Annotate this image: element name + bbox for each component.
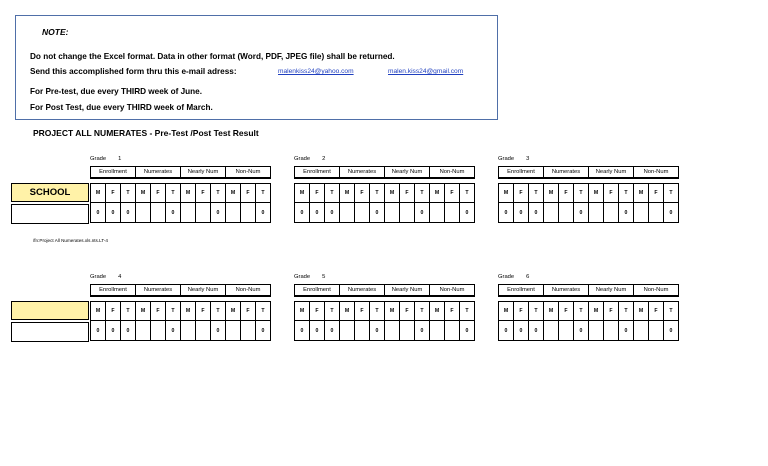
value-cell[interactable]: [355, 203, 370, 223]
gender-header: M: [544, 184, 559, 203]
category-header: Enrollment: [499, 167, 544, 179]
value-cell[interactable]: [136, 203, 151, 223]
gender-header: F: [241, 302, 256, 321]
grade-label: [294, 274, 325, 280]
value-cell[interactable]: 0: [91, 203, 106, 223]
value-cell[interactable]: [559, 203, 574, 223]
grade-label: [498, 156, 529, 162]
grade-number: 1: [118, 156, 122, 162]
gender-header: F: [355, 184, 370, 203]
grade-label: [294, 156, 325, 162]
gender-header: T: [415, 302, 430, 321]
value-cell[interactable]: [430, 321, 445, 341]
note-format-warning: Do not change the Excel format. Data in other format (Word, PDF, JPEG file) shall be returned.: [30, 52, 395, 61]
value-cell[interactable]: [241, 321, 256, 341]
category-header: Nearly Num: [181, 167, 226, 179]
gender-header: F: [151, 184, 166, 203]
value-cell[interactable]: [196, 203, 211, 223]
value-cell[interactable]: [136, 321, 151, 341]
value-cell[interactable]: [589, 203, 604, 223]
value-cell[interactable]: [649, 321, 664, 341]
value-cell[interactable]: [181, 203, 196, 223]
grade-label: [498, 274, 529, 280]
grade-table: [498, 166, 679, 223]
category-header: Non-Num: [430, 285, 475, 297]
value-cell[interactable]: 0: [664, 321, 679, 341]
gender-header: T: [415, 184, 430, 203]
value-cell[interactable]: [544, 321, 559, 341]
gender-header: F: [445, 302, 460, 321]
gender-header: F: [106, 184, 121, 203]
email-link-gmail[interactable]: malen.kiss24@gmail.com: [388, 68, 464, 75]
value-cell[interactable]: 0: [295, 321, 310, 341]
value-cell[interactable]: [559, 321, 574, 341]
category-header: Numerates: [136, 167, 181, 179]
gender-header: F: [310, 184, 325, 203]
grade-word: Grade: [294, 156, 311, 162]
gender-header: M: [295, 184, 310, 203]
value-cell[interactable]: 0: [415, 321, 430, 341]
gender-header: F: [559, 302, 574, 321]
value-cell[interactable]: 0: [325, 321, 340, 341]
category-header: Numerates: [544, 167, 589, 179]
value-cell[interactable]: 0: [166, 321, 181, 341]
value-cell[interactable]: [226, 321, 241, 341]
category-header: Nearly Num: [589, 285, 634, 297]
gender-header: F: [604, 302, 619, 321]
value-cell[interactable]: 0: [295, 203, 310, 223]
note-pretest-due: For Pre-test, due every THIRD week of June.: [30, 87, 202, 96]
value-cell[interactable]: [649, 203, 664, 223]
grade-label: [90, 156, 121, 162]
value-cell[interactable]: 0: [619, 321, 634, 341]
gender-header: T: [121, 184, 136, 203]
grade-word: Grade: [90, 156, 107, 162]
value-cell[interactable]: 0: [310, 203, 325, 223]
value-cell[interactable]: 0: [325, 203, 340, 223]
grade-number: 3: [526, 156, 530, 162]
gender-header: T: [460, 184, 475, 203]
gender-header: T: [121, 302, 136, 321]
gender-header: T: [325, 302, 340, 321]
email-link-yahoo[interactable]: malenkiss24@yahoo.com: [278, 68, 354, 75]
category-header: Enrollment: [499, 285, 544, 297]
grade-table: [294, 166, 475, 223]
category-header: Nearly Num: [385, 285, 430, 297]
grade-word: Grade: [498, 156, 515, 162]
value-cell[interactable]: [445, 321, 460, 341]
category-header: Numerates: [544, 285, 589, 297]
category-header: Non-Num: [634, 167, 679, 179]
category-header: Nearly Num: [385, 167, 430, 179]
value-cell[interactable]: 0: [166, 203, 181, 223]
gender-header: F: [151, 302, 166, 321]
file-footnote: /fn:Project All Numerates.xls.nts.LT-4: [33, 238, 108, 243]
value-cell[interactable]: 0: [121, 203, 136, 223]
gender-header: M: [91, 184, 106, 203]
value-cell[interactable]: [340, 321, 355, 341]
value-cell[interactable]: 0: [91, 321, 106, 341]
project-title: PROJECT ALL NUMERATES - Pre-Test /Post Test Result: [33, 128, 259, 138]
value-cell[interactable]: 0: [106, 203, 121, 223]
gender-header: M: [589, 184, 604, 203]
gender-header: F: [310, 302, 325, 321]
category-header: Non-Num: [226, 167, 271, 179]
gender-header: T: [619, 184, 634, 203]
value-cell[interactable]: [226, 203, 241, 223]
value-cell[interactable]: [589, 321, 604, 341]
category-header: Enrollment: [91, 285, 136, 297]
gender-header: F: [604, 184, 619, 203]
value-cell[interactable]: 0: [499, 203, 514, 223]
gender-header: M: [634, 184, 649, 203]
value-cell[interactable]: [241, 203, 256, 223]
category-header: Non-Num: [634, 285, 679, 297]
gender-header: F: [559, 184, 574, 203]
grade-word: Grade: [294, 274, 311, 280]
value-cell[interactable]: [634, 203, 649, 223]
value-cell[interactable]: [151, 321, 166, 341]
note-box: [15, 15, 498, 120]
gender-header: M: [634, 302, 649, 321]
note-send-instruction: Send this accomplished form thru this e-mail adress:: [30, 67, 237, 76]
gender-header: F: [400, 184, 415, 203]
gender-header: T: [529, 184, 544, 203]
value-cell[interactable]: 0: [574, 203, 589, 223]
grade-label: [90, 274, 121, 280]
gender-header: T: [460, 302, 475, 321]
value-cell[interactable]: 0: [529, 203, 544, 223]
gender-header: M: [340, 184, 355, 203]
value-cell[interactable]: 0: [256, 203, 271, 223]
grade-word: Grade: [498, 274, 515, 280]
gender-header: M: [136, 302, 151, 321]
category-header: Enrollment: [295, 167, 340, 179]
note-title: NOTE:: [42, 27, 69, 37]
gender-header: F: [106, 302, 121, 321]
gender-header: M: [91, 302, 106, 321]
value-cell[interactable]: 0: [106, 321, 121, 341]
grade-number: 6: [526, 274, 530, 280]
value-cell[interactable]: [385, 321, 400, 341]
value-cell[interactable]: 0: [529, 321, 544, 341]
value-cell[interactable]: 0: [121, 321, 136, 341]
grade-number: 2: [322, 156, 326, 162]
gender-header: T: [664, 184, 679, 203]
note-posttest-due: For Post Test, due every THIRD week of March.: [30, 103, 213, 112]
value-cell[interactable]: 0: [460, 203, 475, 223]
gender-header: M: [181, 184, 196, 203]
school-header: SCHOOL: [11, 183, 89, 202]
category-header: Enrollment: [91, 167, 136, 179]
value-cell[interactable]: [400, 203, 415, 223]
value-cell[interactable]: 0: [664, 203, 679, 223]
gender-header: F: [649, 302, 664, 321]
value-cell[interactable]: 0: [370, 321, 385, 341]
value-cell[interactable]: 0: [370, 203, 385, 223]
gender-header: T: [574, 302, 589, 321]
gender-header: T: [325, 184, 340, 203]
gender-header: M: [430, 184, 445, 203]
category-header: Numerates: [340, 167, 385, 179]
gender-header: F: [196, 184, 211, 203]
category-header: Numerates: [136, 285, 181, 297]
value-cell[interactable]: [544, 203, 559, 223]
category-header: Nearly Num: [589, 167, 634, 179]
value-cell[interactable]: [634, 321, 649, 341]
gender-header: F: [355, 302, 370, 321]
value-cell[interactable]: 0: [211, 203, 226, 223]
gender-header: M: [181, 302, 196, 321]
category-header: Non-Num: [430, 167, 475, 179]
gender-header: M: [499, 302, 514, 321]
value-cell[interactable]: [355, 321, 370, 341]
value-cell[interactable]: 0: [211, 321, 226, 341]
gender-header: F: [400, 302, 415, 321]
gender-header: M: [136, 184, 151, 203]
gender-header: F: [196, 302, 211, 321]
value-cell[interactable]: [181, 321, 196, 341]
gender-header: M: [385, 184, 400, 203]
gender-header: M: [295, 302, 310, 321]
grade-number: 4: [118, 274, 122, 280]
gender-header: F: [445, 184, 460, 203]
category-header: Enrollment: [295, 285, 340, 297]
gender-header: T: [256, 184, 271, 203]
gender-header: T: [211, 302, 226, 321]
value-cell[interactable]: [604, 321, 619, 341]
value-cell[interactable]: [340, 203, 355, 223]
grade-table: [90, 284, 271, 341]
value-cell[interactable]: [385, 203, 400, 223]
gender-header: T: [256, 302, 271, 321]
gender-header: M: [544, 302, 559, 321]
gender-header: T: [166, 302, 181, 321]
gender-header: T: [619, 302, 634, 321]
gender-header: T: [211, 184, 226, 203]
school-header-blank: [11, 301, 89, 320]
grade-word: Grade: [90, 274, 107, 280]
value-cell[interactable]: [445, 203, 460, 223]
gender-header: T: [664, 302, 679, 321]
gender-header: F: [514, 302, 529, 321]
value-cell[interactable]: [430, 203, 445, 223]
gender-header: M: [499, 184, 514, 203]
value-cell[interactable]: 0: [514, 203, 529, 223]
gender-header: M: [340, 302, 355, 321]
gender-header: M: [226, 302, 241, 321]
gender-header: T: [370, 302, 385, 321]
school-name-cell[interactable]: [11, 204, 89, 224]
value-cell[interactable]: 0: [514, 321, 529, 341]
gender-header: T: [370, 184, 385, 203]
value-cell[interactable]: [400, 321, 415, 341]
grade-table: [294, 284, 475, 341]
grade-table: [498, 284, 679, 341]
value-cell[interactable]: [196, 321, 211, 341]
gender-header: F: [514, 184, 529, 203]
value-cell[interactable]: 0: [460, 321, 475, 341]
value-cell[interactable]: 0: [499, 321, 514, 341]
value-cell[interactable]: [151, 203, 166, 223]
category-header: Non-Num: [226, 285, 271, 297]
school-name-cell[interactable]: [11, 322, 89, 342]
gender-header: M: [385, 302, 400, 321]
gender-header: M: [589, 302, 604, 321]
gender-header: T: [574, 184, 589, 203]
gender-header: M: [430, 302, 445, 321]
grade-table: [90, 166, 271, 223]
gender-header: T: [529, 302, 544, 321]
value-cell[interactable]: [604, 203, 619, 223]
value-cell[interactable]: 0: [310, 321, 325, 341]
gender-header: F: [241, 184, 256, 203]
gender-header: T: [166, 184, 181, 203]
gender-header: M: [226, 184, 241, 203]
category-header: Nearly Num: [181, 285, 226, 297]
value-cell[interactable]: 0: [256, 321, 271, 341]
value-cell[interactable]: 0: [619, 203, 634, 223]
gender-header: F: [649, 184, 664, 203]
value-cell[interactable]: 0: [415, 203, 430, 223]
grade-number: 5: [322, 274, 326, 280]
value-cell[interactable]: 0: [574, 321, 589, 341]
category-header: Numerates: [340, 285, 385, 297]
